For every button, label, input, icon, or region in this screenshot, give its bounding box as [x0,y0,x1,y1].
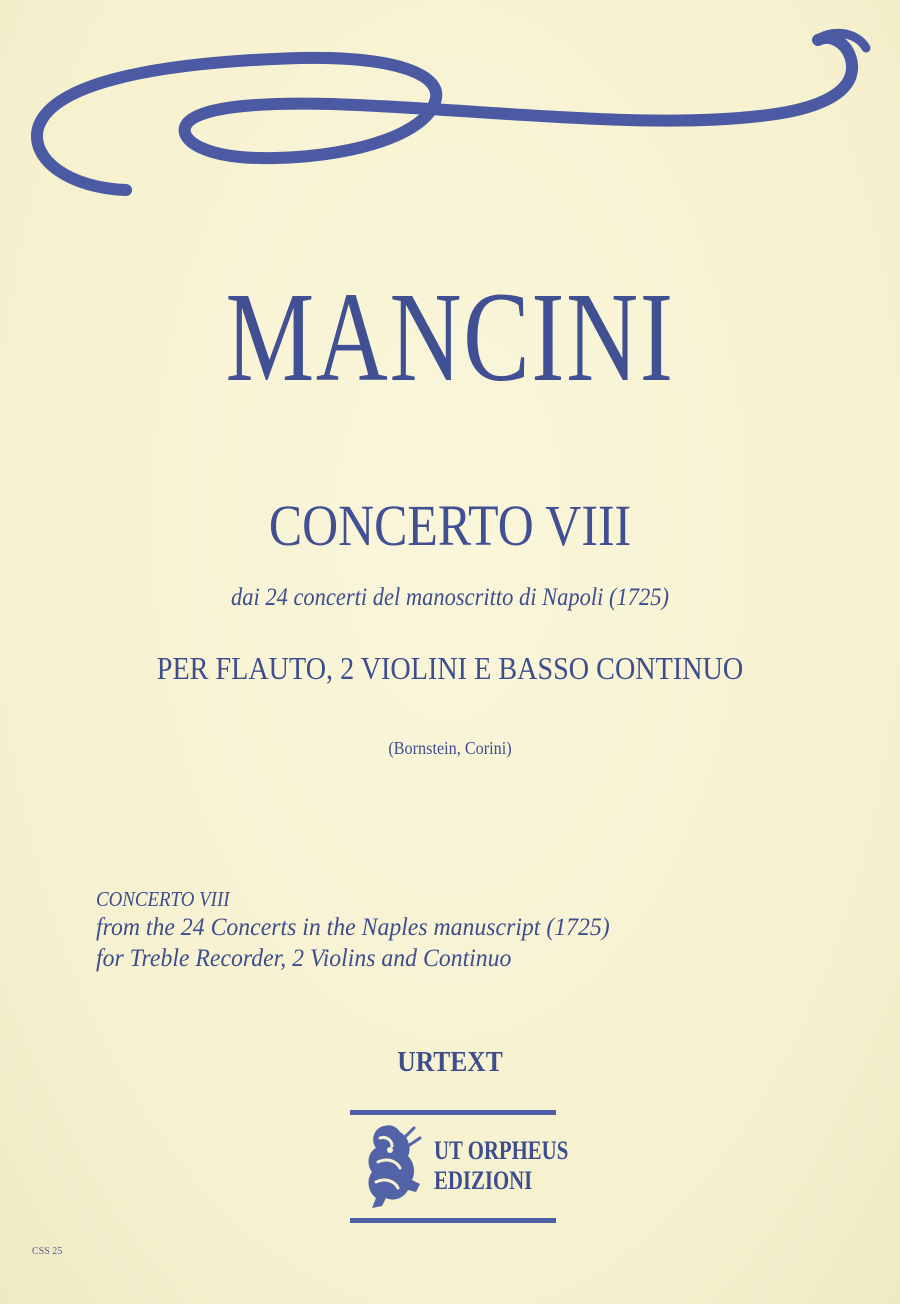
publisher-logo [434,1136,568,1196]
work-subtitle: dai 24 concerti del manoscritto di Napoli (1725) [230,584,670,611]
decorative-flourish-icon [0,0,900,220]
catalog-number: CSS 25 [32,1246,63,1257]
english-description [96,886,796,974]
publisher-name-line1: UT ORPHEUS [434,1136,569,1165]
instrumentation: PER FLAUTO, 2 VIOLINI E BASSO CONTINUO [156,650,744,686]
english-source: from the 24 Concerts in the Naples manuscript (1725) [96,914,610,941]
publisher-name-line2: EDIZIONI [434,1166,533,1195]
publisher-rule-top [350,1110,556,1115]
composer-name: MANCINI [225,266,675,408]
publisher-rule-bottom [350,1218,556,1223]
english-title: CONCERTO VIII [96,887,230,911]
editors: (Bornstein, Corini) [388,738,512,758]
orpheus-emblem-icon [358,1118,428,1213]
edition-type: URTEXT [397,1046,503,1078]
work-title: CONCERTO VIII [268,493,632,558]
english-instrumentation: for Treble Recorder, 2 Violins and Continuo [96,945,512,972]
